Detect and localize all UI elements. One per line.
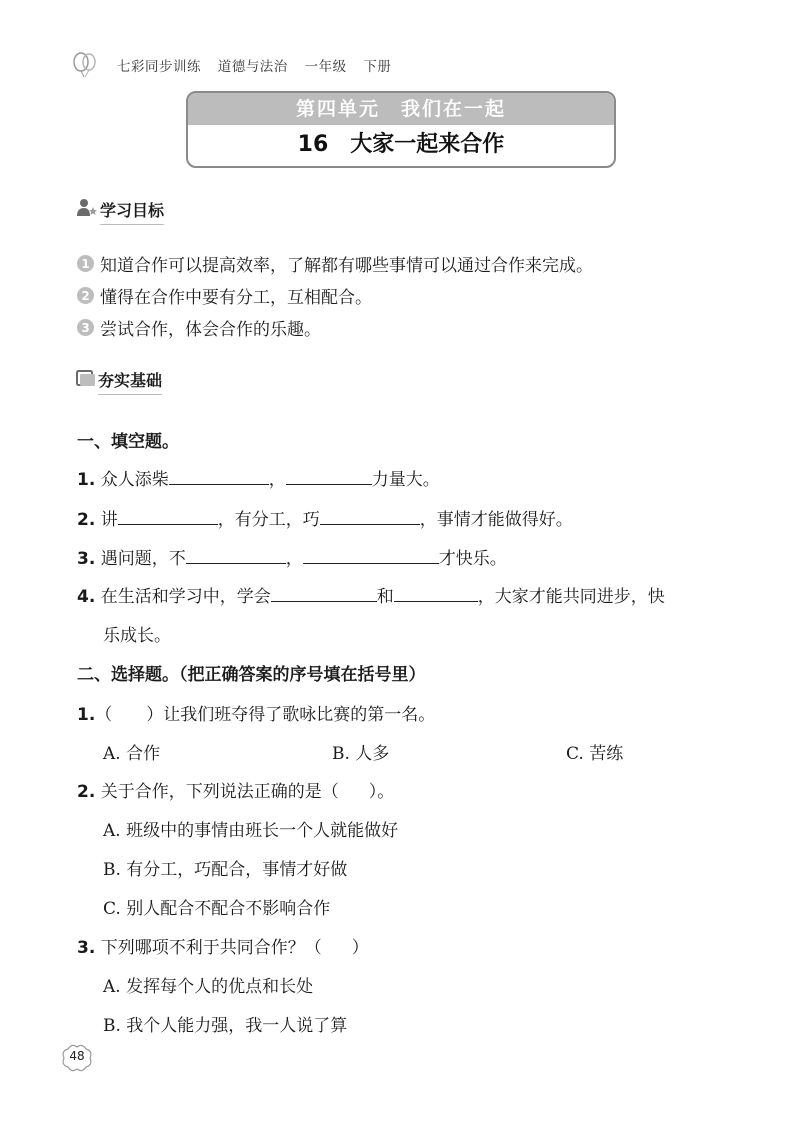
question-text: 关于合作，下列说法正确的是（ [100,782,339,802]
question-text: ， [285,549,303,569]
answer-blank[interactable] [118,508,218,525]
option-a[interactable]: A. 班级中的事情由班长一个人就能做好 [103,821,399,841]
unit-title: 第四单元 我们在一起 [188,93,614,125]
fill-question-3 [77,544,507,569]
lesson-title [188,125,614,166]
basics-heading: 夯实基础 [98,368,162,395]
choice-question-1 [77,700,435,725]
lesson-title-box [186,91,616,168]
question-text: 让我们班夺得了歌咏比赛的第一名。 [163,705,436,725]
balloon-logo-icon [72,52,98,78]
answer-blank[interactable] [303,547,439,564]
answer-paren-close: ）。 [368,782,395,802]
question-number: 1. [77,470,96,490]
question-text: 才快乐。 [438,549,507,569]
running-header [117,55,403,75]
option-b[interactable]: B. 人多 [332,744,390,764]
lesson-number: 16 [297,132,329,157]
answer-blank[interactable] [320,508,420,525]
choice-question-2 [77,777,394,802]
question-text: ，大家才能共同进步，快 [477,587,665,607]
question-text: 讲 [100,510,118,530]
question-number: 3. [77,549,96,569]
answer-blank[interactable] [394,585,478,602]
question-text: 力量大。 [371,470,440,490]
part1-heading: 一、填空题。 [77,432,179,452]
subject-name: 道德与法治 [217,59,288,75]
question-number: 4. [77,587,96,607]
fill-question-1 [77,465,440,490]
option-b[interactable]: B. 我个人能力强，我一人说了算 [103,1016,348,1036]
objective-text: 知道合作可以提高效率，了解都有哪些事情可以通过合作来完成。 [100,256,593,276]
choice-question-3 [77,933,369,958]
answer-blank[interactable] [286,468,372,485]
objectives-heading: 学习目标 [100,198,164,225]
fill-question-4 [77,582,665,607]
volume-name: 下册 [363,59,392,75]
book-icon [76,368,96,388]
objective-number: 2 [77,287,94,304]
objective-item [77,251,593,276]
objective-item [77,315,321,340]
page-number: 48 [69,1049,85,1063]
answer-blank[interactable] [186,547,286,564]
option-c[interactable]: C. 苦练 [566,744,624,764]
objective-text: 懂得在合作中要有分工，互相配合。 [100,288,372,308]
fill-question-4-continued: 乐成长。 [103,626,171,646]
series-name: 七彩同步训练 [117,59,201,75]
question-text: ，事情才能做得好。 [419,510,573,530]
question-text: ， [268,470,286,490]
objective-number: 3 [77,319,94,336]
fill-question-2 [77,505,573,530]
question-number: 2. [77,782,96,802]
grade-name: 一年级 [304,59,347,75]
question-number: 1. [77,705,96,725]
question-text: 遇问题，不 [100,549,186,569]
answer-paren-open: （ [95,705,113,725]
option-c[interactable]: C. 别人配合不配合不影响合作 [103,899,331,919]
objective-text: 尝试合作，体会合作的乐趣。 [100,320,321,340]
answer-paren-close: ） [146,705,164,725]
question-text: ，有分工，巧 [217,510,320,530]
option-b[interactable]: B. 有分工，巧配合，事情才好做 [103,860,348,880]
answer-blank[interactable] [271,585,377,602]
person-star-icon [77,198,97,218]
option-a[interactable]: A. 合作 [103,744,161,764]
option-a[interactable]: A. 发挥每个人的优点和长处 [103,977,314,997]
part2-heading: 二、选择题。（把正确答案的序号填在括号里） [77,665,426,685]
objective-item [77,283,372,308]
answer-blank[interactable] [169,468,269,485]
question-text: 在生活和学习中，学会 [100,587,271,607]
question-text: 下列哪项不利于共同合作？（ [100,938,322,958]
objective-number: 1 [77,255,94,272]
answer-paren-close: ） [351,938,369,958]
question-number: 2. [77,510,96,530]
lesson-title-text: 大家一起来合作 [350,132,505,157]
question-text: 众人添柴 [100,470,169,490]
question-number: 3. [77,938,96,958]
question-text: 和 [376,587,394,607]
